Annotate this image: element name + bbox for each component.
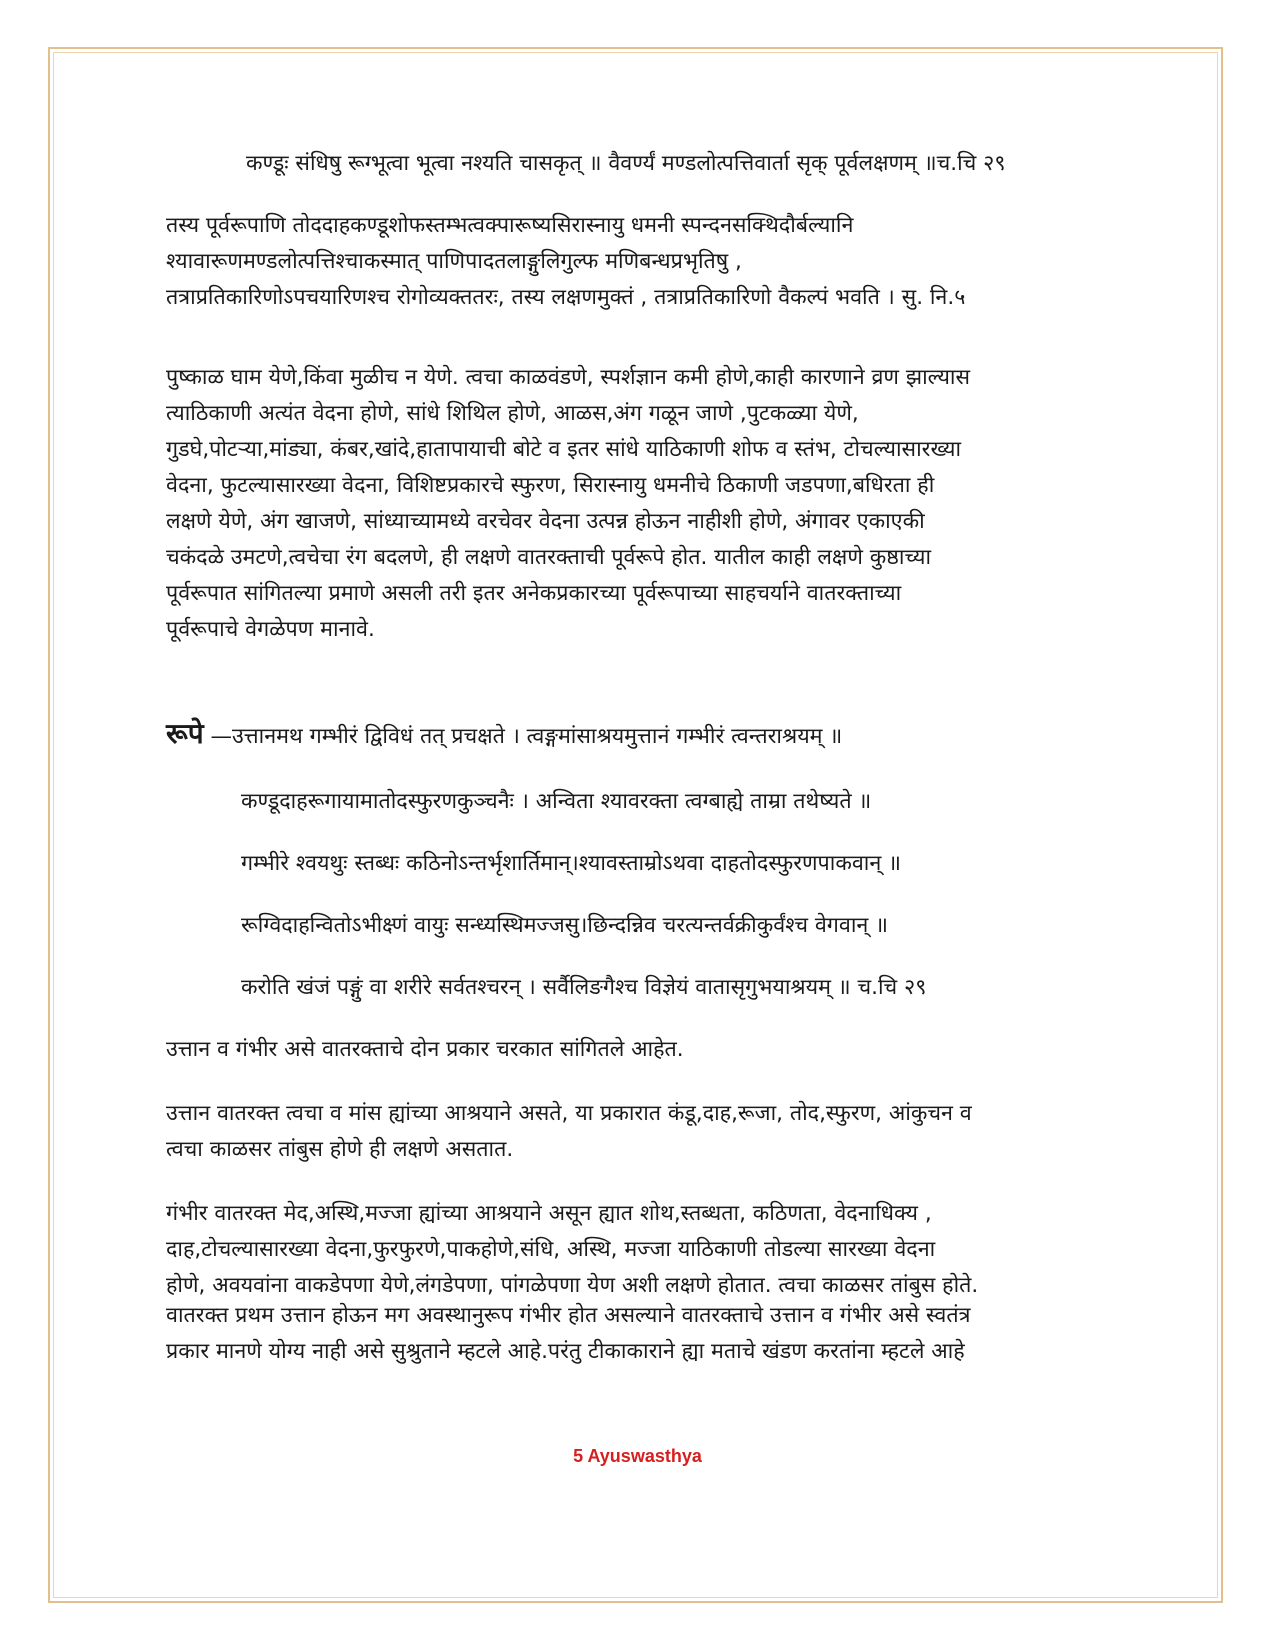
verse-line: गम्भीरे श्वयथुः स्तब्धः कठिनोऽन्तर्भृशार्तिमान्।श्यावस्ताम्रोऽथवा दाहतोदस्फुरणपाकवान् ॥ [241,851,901,876]
marathi-paragraph [166,360,970,648]
text-line: वातरक्त प्रथम उत्तान होऊन मग अवस्थानुरूप गंभीर होत असल्याने वातरक्ताचे उत्तान व गंभीर असे स्वतंत्र [166,1303,971,1328]
text-line: तत्राप्रतिकारिणोऽपचयारिणश्च रोगोव्यक्ततरः, तस्य लक्षणमुक्तं , तत्राप्रतिकारिणो वैकल्पं भवति । सु. नि.५ [166,285,966,310]
marathi-paragraph [166,1298,970,1370]
text-line: गुडघे,पोटऱ्या,मांड्या, कंबर,खांदे,हातापायाची बोटे व इतर सांधे याठिकाणी शोफ व स्तंभ, टोचल्यासारख्या [166,437,962,462]
page-footer: 5 Ayuswasthya [573,1446,702,1466]
marathi-paragraph [166,1196,978,1304]
text-line: पूर्वरूपाचे वेगळेपण मानावे. [166,617,375,642]
text-line: गंभीर वातरक्त मेद,अस्थि,मज्जा ह्यांच्या आश्रयाने असून ह्यात शोथ,स्तब्धता, कठिणता, वेदनाधिक्य , [166,1201,932,1226]
text-line: दाह,टोचल्यासारख्या वेदना,फुरफुरणे,पाकहोणे,संधि, अस्थि, मज्जा याठिकाणी तोडल्या सारख्या वेदना [166,1237,936,1262]
text-line: तस्य पूर्वरूपाणि तोददाहकण्डूशोफस्तम्भत्वक्पारूष्यसिरास्नायु धमनी स्पन्दनसक्थिदौर्बल्यानि [166,213,854,238]
rupe-line [166,716,842,755]
text-line: चकंदळे उमटणे,त्वचेचा रंग बदलणे, ही लक्षणे वातरक्ताची पूर्वरूपे होत. यातील काही लक्षणे कुष्ठाच्या [166,545,932,570]
section-heading: रूपे [166,717,204,750]
verse-text: —उत्तानमथ गम्भीरं द्विविधं तत् प्रचक्षते । त्वङ्गमांसाश्रयमुत्तानं गम्भीरं त्वन्तराश्रयम् ॥ [210,724,843,749]
text-line: त्वचा काळसर तांबुस होणे ही लक्षणे असतात. [166,1137,514,1162]
text-line: होणे, अवयवांना वाकडेपणा येणे,लंगडेपणा, पांगळेपणा येण अशी लक्षणे होतात. त्वचा काळसर तांबुस होते. [166,1273,979,1298]
text-line: उत्तान व गंभीर असे वातरक्ताचे दोन प्रकार चरकात सांगितले आहेत. [166,1037,684,1062]
text-line: वेदना, फुटल्यासारख्या वेदना, विशिष्टप्रकारचे स्फुरण, सिरास्नायु धमनीचे ठिकाणी जडपणा,बधिरता ही [166,473,935,498]
text-line: श्यावारूणमण्डलोत्पत्तिश्चाकस्मात् पाणिपादतलाङ्गुलिगुल्फ मणिबन्धप्रभृतिषु , [166,249,742,274]
text-line: लक्षणे येणे, अंग खाजणे, सांध्याच्यामध्ये वरचेवर वेदना उत्पन्न होऊन नाहीशी होणे, अंगावर एकाएकी [166,509,925,534]
text-line: प्रकार मानणे योग्य नाही असे सुश्रुताने म्हटले आहे.परंतु टीकाकाराने ह्या मताचे खंडण करतांना म्हटले आहे [166,1339,965,1364]
marathi-paragraph [166,1096,972,1168]
verse-line: रूग्विदाहन्वितोऽभीक्ष्णं वायुः सन्ध्यस्थिमज्जसु।छिन्दन्निव चरत्यन्तर्वक्रीकुर्वंश्च वेगवान् ॥ [241,913,889,938]
text-line: उत्तान वातरक्त त्वचा व मांस ह्यांच्या आश्रयाने असते, या प्रकारात कंडू,दाह,रूजा, तोद,स्फुरण, आंकुचन व [166,1101,972,1126]
text-line: त्याठिकाणी अत्यंत वेदना होणे, सांधे शिथिल होणे, आळस,अंग गळून जाणे ,पुटकळ्या येणे, [166,401,859,426]
sanskrit-paragraph [166,208,965,316]
text-line: पुष्काळ घाम येणे,किंवा मुळीच न येणे. त्वचा काळवंडणे, स्पर्शज्ञान कमी होणे,काही कारणाने व्रण झाल्यास [166,365,971,390]
verse-line: कण्डूदाहरूगायामातोदस्फुरणकुञ्चनैः । अन्विता श्यावरक्ता त्वग्बाह्ये ताम्रा तथेष्यते ॥ [241,789,872,814]
verse-line: कण्डूः संधिषु रूग्भूत्वा भूत्वा नश्यति चासकृत् ॥ वैवर्ण्यं मण्डलोत्पत्तिवार्ता सृक् पूर्वलक्षणम् ॥च.चि २९ [246,151,1006,176]
verse-line: करोति खंजं पङ्गुं वा शरीरे सर्वतश्चरन् । सर्वैलिङगैश्च विज्ञेयं वातासृगुभयाश्रयम् ॥ च.चि २९ [241,975,927,1000]
text-line: पूर्वरूपात सांगितल्या प्रमाणे असली तरी इतर अनेकप्रकारच्या पूर्वरूपाच्या साहचर्याने वातरक्ताच्या [166,581,902,606]
